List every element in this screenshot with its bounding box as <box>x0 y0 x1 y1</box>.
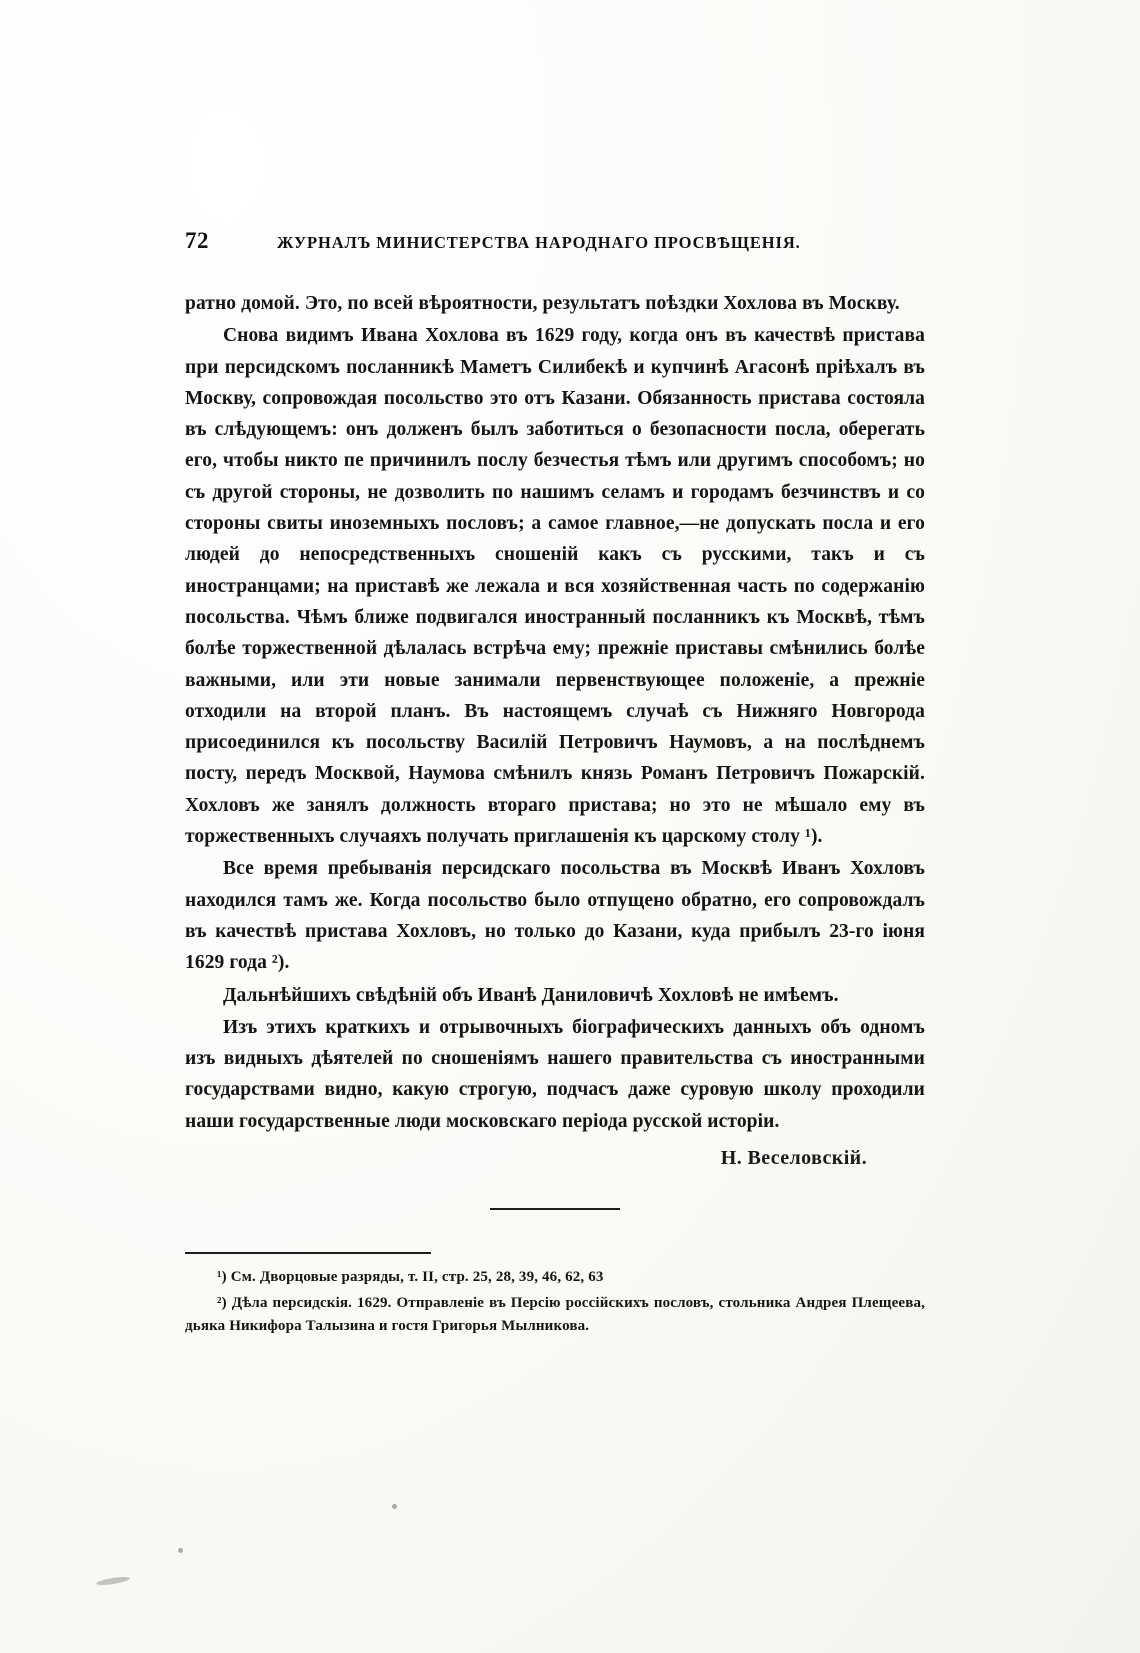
footnote-item: ¹) См. Дворцовые разряды, т. II, стр. 25, 28, 39, 46, 62, 63 <box>217 1269 604 1286</box>
paragraph: Снова видимъ Ивана Хохлова въ 1629 году, когда онъ въ качествѣ пристава при персидскомъ посланникѣ Маметъ Силибекѣ и купчинѣ Агасонѣ пріѣхалъ въ Москву, сопровождая посольство это отъ Казани. Обязанность пристава состояла въ слѣдующемъ: онъ долженъ былъ заботиться о безопасности посла, оберегать его, чтобы никто пе причинилъ послу безчестья тѣмъ или другимъ способомъ; но съ другой стороны, не дозволить по нашимъ селамъ и городамъ безчинствъ и со стороны свиты иноземныхъ пословъ; а самое главное,—не допускать посла и его людей до непосредственныхъ сношеній какъ съ русскими, такъ и съ иностранцами; на приставѣ же лежала и вся хозяйственная часть по содержанію посольства. Чѣмъ ближе подвигался иностранный посланникъ къ Москвѣ, тѣмъ болѣе торжественной дѣлалась встрѣча ему; прежніе приставы смѣнились болѣе важными, или эти новые занимали первенствующее положеніе, а прежніе отходили на второй планъ. Въ настоящемъ случаѣ съ Нижняго Новгорода присоединился къ посольству Василій Петровичъ Наумовъ, а на послѣднемъ посту, передъ Москвой, Наумова смѣнилъ князь Романъ Петровичъ Пожарскій. Хохловъ же занялъ должность втораго пристава; но это не мѣшало ему въ торжественныхъ случаяхъ получать приглашенія къ царскому столу ¹). <box>185 325 925 848</box>
paragraph: Дальнѣйшихъ свѣдѣній объ Иванѣ Даниловичѣ Хохловѣ не имѣемъ. <box>223 984 839 1006</box>
author-signature: Н. Веселовскій. <box>720 1147 867 1170</box>
paragraph: ратно домой. Это, по всей вѣроятности, результатъ поѣздки Хохлова въ Москву. <box>185 293 900 314</box>
section-divider <box>490 1208 620 1210</box>
footnote-rule <box>185 1252 431 1254</box>
page-content <box>185 228 925 1341</box>
paper-speck <box>178 1548 183 1553</box>
footnote-item: ²) Дѣла персидскія. 1629. Отправленіе въ Персію россійскихъ пословъ, стольника Андрея Плещеева, дьяка Никифора Талызина и гостя Григорья Мылникова. <box>185 1294 925 1335</box>
footnotes <box>185 1266 925 1339</box>
paragraph: Все время пребыванія персидскаго посольства въ Москвѣ Иванъ Хохловъ находился тамъ же. Когда посольство было отпущено обратно, его сопровождалъ въ качествѣ пристава Хохловъ, но только до Казани, куда прибылъ 23-го іюня 1629 года ²). <box>185 858 925 974</box>
running-head: ЖУРНАЛЪ МИНИСТЕРСТВА НАРОДНАГО ПРОСВѢЩЕНІЯ. <box>277 233 801 252</box>
page-header <box>185 228 925 254</box>
page-number: 72 <box>185 228 209 253</box>
paragraph: Изъ этихъ краткихъ и отрывочныхъ біографическихъ данныхъ объ одномъ изъ видныхъ дѣятелей по сношеніямъ нашего правительства съ иностранными государствами видно, какую строгую, подчасъ даже суровую школу проходили наши государственные люди московскаго періода русской исторіи. <box>185 1016 925 1132</box>
paper-speck <box>392 1504 397 1509</box>
